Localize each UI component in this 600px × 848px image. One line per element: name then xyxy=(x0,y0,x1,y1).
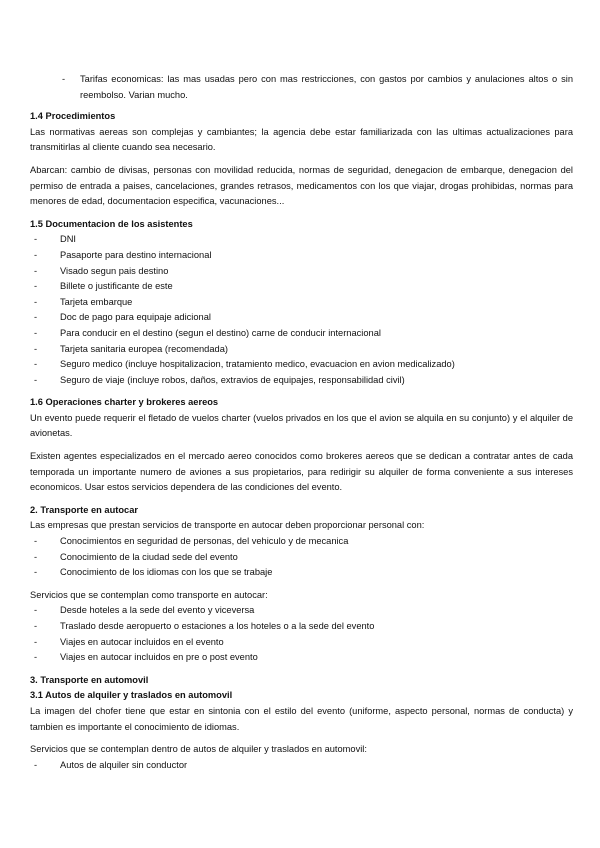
bullet-dash: - xyxy=(34,296,38,307)
paragraph: Las empresas que prestan servicios de transporte en autocar deben proporcionar personal con: xyxy=(30,520,425,531)
bullet-dash: - xyxy=(34,265,38,276)
list-item xyxy=(30,357,573,373)
list-item xyxy=(30,310,573,326)
list-item xyxy=(30,264,573,280)
paragraph: Existen agentes especializados en el mercado aereo conocidos como brokeres aereos que se dedican a contratar antes de cada temporada un importante numero de aviones a sus propietarios, para redirigir su alquiler de forma conveniente a sus intereses economicos. Usar estos servicios dependera de las condiciones del evento. xyxy=(30,451,573,493)
list-item xyxy=(30,232,573,248)
staff-requirements-list xyxy=(30,534,573,581)
list-item xyxy=(30,326,573,342)
section-heading-3-1: 3.1 Autos de alquiler y traslados en automovil xyxy=(30,690,233,701)
bullet-dash: - xyxy=(34,327,38,338)
list-item xyxy=(30,758,573,774)
list-item xyxy=(30,295,573,311)
list-item-text: Billete o justificante de este xyxy=(60,281,173,292)
bullet-dash: - xyxy=(34,652,38,663)
list-item xyxy=(30,619,573,635)
list-item xyxy=(30,279,573,295)
section-heading-3: 3. Transporte en automovil xyxy=(30,674,149,685)
bullet-dash: - xyxy=(34,536,38,547)
list-item-text: Seguro medico (incluye hospitalizacion, tratamiento medico, evacuacion en avion medicalizado) xyxy=(60,359,455,370)
document-body xyxy=(30,72,573,773)
bullet-dash: - xyxy=(34,281,38,292)
bullet-dash: - xyxy=(34,312,38,323)
bullet-dash: - xyxy=(34,234,38,245)
list-item-text: DNI xyxy=(60,234,77,245)
intro-list xyxy=(30,72,573,103)
bullet-dash: - xyxy=(62,74,66,84)
bullet-dash: - xyxy=(34,567,38,578)
list-item-text: Autos de alquiler sin conductor xyxy=(60,759,188,770)
list-item-text: Conocimiento de los idiomas con los que se trabaje xyxy=(60,567,273,578)
bullet-dash: - xyxy=(34,374,38,385)
bullet-dash: - xyxy=(34,621,38,631)
list-item-text: Visado segun pais destino xyxy=(60,265,169,276)
list-item-text: Doc de pago para equipaje adicional xyxy=(60,312,211,323)
bullet-dash: - xyxy=(34,249,38,260)
bullet-dash: - xyxy=(34,759,38,770)
list-item xyxy=(30,603,573,619)
list-item xyxy=(30,565,573,581)
bullet-dash: - xyxy=(34,551,38,562)
paragraph: Las normativas aereas son complejas y cambiantes; la agencia debe estar familiarizada con las ultimas actualizaciones para transmitirlas al cliente cuando sea necesario. xyxy=(30,126,573,153)
list-item-text: Viajes en autocar incluidos en el evento xyxy=(60,636,224,647)
list-item xyxy=(30,373,573,389)
list-item-text: Conocimiento de la ciudad sede del evento xyxy=(60,551,238,562)
list-item-text: Para conducir en el destino (segun el destino) carne de conducir internacional xyxy=(60,327,381,338)
list-item-text: Seguro de viaje (incluye robos, daños, extravios de equipajes, responsabilidad civil) xyxy=(60,374,405,385)
list-item-text: Tarifas economicas: las mas usadas pero con mas restricciones, con gastos por cambios y anulaciones altos o sin reembolso. Varian mucho. xyxy=(80,74,573,100)
list-item-text: Tarjeta embarque xyxy=(60,296,133,307)
paragraph: Abarcan: cambio de divisas, personas con movilidad reducida, normas de seguridad, denegacion de embarque, denegacion del permiso de entrada a paises, cancelaciones, grandes retrasos, medicamentos con los que viajar, drogas prohibidas, normas para menores de edad, documentacion especifica, vacunaciones... xyxy=(30,164,573,207)
list-item-text: Traslado desde aeropuerto o estaciones a los hoteles o a la sede del evento xyxy=(60,621,375,631)
bullet-dash: - xyxy=(34,636,38,647)
paragraph: La imagen del chofer tiene que estar en sintonia con el estilo del evento (uniforme, aspecto personal, normas de conducta) y tambien es importante el conocimiento de idiomas. xyxy=(30,705,573,732)
list-item xyxy=(30,72,573,103)
bullet-dash: - xyxy=(34,605,38,616)
paragraph: Servicios que se contemplan como transporte en autocar: xyxy=(30,589,268,600)
list-item xyxy=(30,650,573,666)
section-heading-1-5: 1.5 Documentacion de los asistentes xyxy=(30,218,193,229)
documentation-list xyxy=(30,232,573,388)
section-heading-1-4: 1.4 Procedimientos xyxy=(30,111,116,122)
bullet-dash: - xyxy=(34,343,38,354)
bullet-dash: - xyxy=(34,359,38,370)
list-item-text: Pasaporte para destino internacional xyxy=(60,249,212,260)
list-item xyxy=(30,248,573,264)
section-heading-1-6: 1.6 Operaciones charter y brokeres aereos xyxy=(30,397,219,408)
paragraph: Servicios que se contemplan dentro de autos de alquiler y traslados en automovil: xyxy=(30,744,367,755)
list-item xyxy=(30,635,573,651)
paragraph: Un evento puede requerir el fletado de vuelos charter (vuelos privados en los que el avion se alquila en su conjunto) y el alquiler de avionetas. xyxy=(30,412,573,439)
list-item-text: Desde hoteles a la sede del evento y viceversa xyxy=(60,605,255,616)
list-item-text: Viajes en autocar incluidos en pre o post evento xyxy=(60,652,258,663)
section-heading-2: 2. Transporte en autocar xyxy=(30,504,138,515)
list-item xyxy=(30,550,573,566)
list-item xyxy=(30,342,573,358)
list-item-text: Conocimientos en seguridad de personas, del vehiculo y de mecanica xyxy=(60,536,349,547)
bus-services-list xyxy=(30,603,573,665)
car-services-list xyxy=(30,758,573,774)
list-item xyxy=(30,534,573,550)
list-item-text: Tarjeta sanitaria europea (recomendada) xyxy=(60,343,228,354)
